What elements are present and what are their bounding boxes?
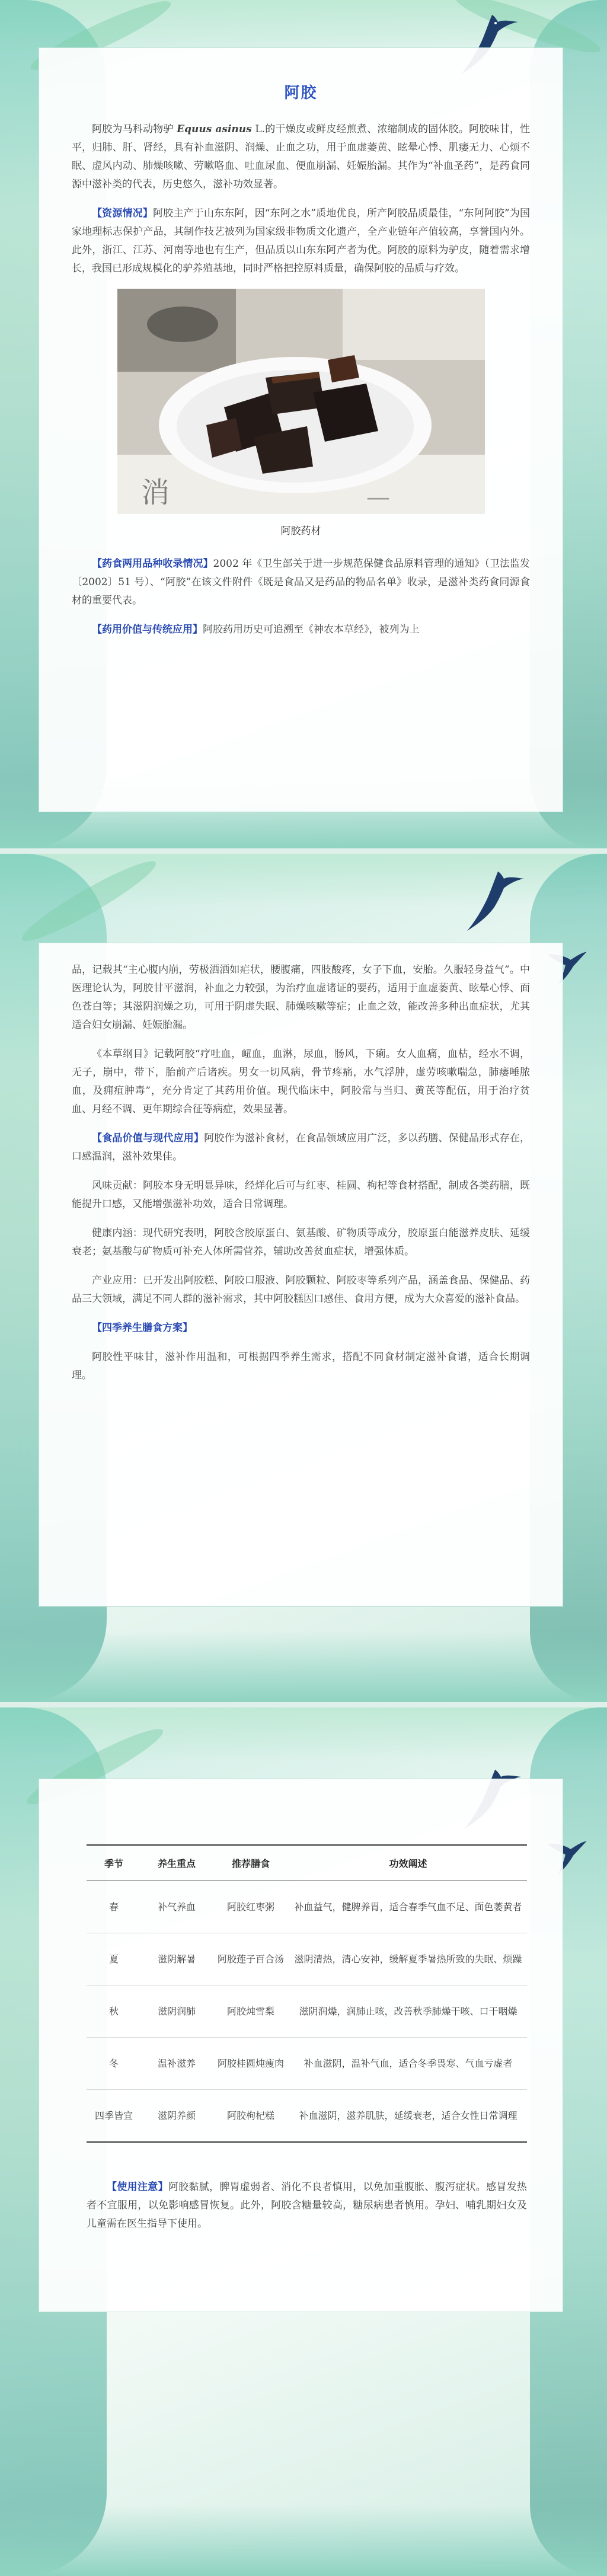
resource-label: 【资源情况】 — [92, 208, 153, 219]
table-row — [87, 1986, 527, 2038]
wave-bottom-decoration — [0, 1631, 607, 1702]
content-card — [39, 943, 563, 1607]
wave-bottom-decoration — [0, 2505, 607, 2576]
intro-paragraph — [72, 120, 530, 194]
page-1 — [0, 0, 607, 848]
industry-paragraph: 产业应用：已开发出阿胶糕、阿胶口服液、阿胶颗粒、阿胶枣等系列产品，涵盖食品、保健品、药品三大领域，满足不同人群的滋补需求，其中阿胶糕因口感佳、食用方便，成为大众喜爱的滋补食品。 — [72, 1275, 530, 1305]
table-cell: 春 — [87, 1881, 141, 1933]
page-2 — [0, 854, 607, 1702]
table-cell: 滋阴清热，清心安神，缓解夏季暑热所致的失眠、烦躁 — [289, 1933, 527, 1986]
table-cell: 滋阴养颜 — [141, 2090, 212, 2142]
svg-text:—: — — [366, 484, 390, 511]
page-title: 阿胶 — [284, 84, 318, 102]
table-cell: 四季皆宜 — [87, 2090, 141, 2142]
table-cell: 冬 — [87, 2038, 141, 2090]
table-row — [87, 1933, 527, 1986]
caution-label: 【使用注意】 — [107, 2181, 168, 2193]
season-label-line — [72, 1319, 530, 1338]
table-cell: 阿胶莲子百合汤 — [212, 1933, 289, 1986]
food-text: 阿胶作为滋补食材，在食品领域应用广泛，多以药膳、保健品形式存在，口感温润，滋补效果佳。 — [72, 1132, 531, 1163]
column-header: 功效阐述 — [289, 1845, 527, 1881]
table-cell: 阿胶炖雪梨 — [212, 1986, 289, 2038]
table-cell: 补气养血 — [141, 1881, 212, 1933]
caution-text: 阿胶黏腻，脾胃虚弱者、消化不良者慎用，以免加重腹胀、腹泻症状。感冒发热者不宜服用，以免影响感冒恢复。此外，阿胶含糖量较高，糖尿病患者慎用。孕妇、哺乳期妇女及儿童需在医生指导下使用。 — [87, 2181, 528, 2230]
flavor-paragraph: 风味贡献：阿胶本身无明显异味，经烊化后可与红枣、桂圆、枸杞等食材搭配，制成各类药膳，既能提升口感，又能增强滋补功效，适合日常调理。 — [72, 1180, 530, 1210]
content-card — [39, 1779, 563, 2312]
season-label: 【四季养生膳食方案】 — [92, 1322, 193, 1334]
resource-text: 阿胶主产于山东东阿，因“东阿之水”质地优良，所产阿胶品质最佳，“东阿阿胶”为国家地理标志保护产品，其制作技艺被列为国家级非物质文化遗产，全产业链年产值较高，享誉国内外。此外，浙江、江苏、河南等地也有生产，但品质以山东东阿产者为优。阿胶的原料为驴皮，随着需求增长，我国已形成规模化的驴养殖基地，同时严格把控原料质量，确保阿胶的品质与疗效。 — [72, 208, 531, 274]
catalog-label: 【药食两用品种收录情况】 — [92, 558, 213, 570]
caution-paragraph — [87, 2178, 527, 2233]
table-cell: 秋 — [87, 1986, 141, 2038]
intro-text: 阿胶为马科动物驴 — [92, 123, 177, 135]
table-cell: 补血滋阴，温补气血，适合冬季畏寒、气血亏虚者 — [289, 2038, 527, 2090]
usage-continued-paragraph: 品，记载其“主心腹内崩，劳极洒洒如疟状，腰腹痛，四肢酸疼，女子下血，安胎。久服轻身益气”。中医理论认为，阿胶甘平滋润，补血之力较强，为治疗血虚诸证的要药，适用于血虚萎黄、眩晕心悸、面色苍白等；其滋阴润燥之功，可用于阴虚失眠、肺燥咳嗽等症；止血之效，能改善多种出血症状，尤其适合妇女崩漏、妊娠胎漏。 — [72, 964, 530, 1031]
table-header-row — [87, 1845, 527, 1881]
ejiao-photo-drawing — [117, 289, 485, 514]
page-3 — [0, 1707, 607, 2576]
table-row — [87, 1881, 527, 1933]
catalog-text: 2002 年《卫生部关于进一步规范保健食品原料管理的通知》（卫法监发〔2002〕51 号）、“阿胶”在该文件附件《既是食品又是药品的物品名单》收录，是滋补类药食同源食材的重要代表。 — [72, 558, 531, 607]
table-row — [87, 2038, 527, 2090]
content-card — [39, 47, 563, 812]
table-cell: 滋阴解暑 — [141, 1933, 212, 1986]
column-header: 推荐膳食 — [212, 1845, 289, 1881]
usage-label: 【药用价值与传统应用】 — [92, 624, 203, 636]
table-cell: 阿胶红枣粥 — [212, 1881, 289, 1933]
column-header: 季节 — [87, 1845, 141, 1881]
table-cell: 滋阴润肺 — [141, 1986, 212, 2038]
table-row — [87, 2090, 527, 2142]
compendium-paragraph: 《本草纲目》记载阿胶“疗吐血，衄血，血淋，尿血，肠风，下痢。女人血痛，血枯，经水不调，无子，崩中，带下，胎前产后诸疾。男女一切风病，骨节疼痛，水气浮肿，虚劳咳嗽喘急，肺痿唾脓血，及痈疽肿毒”，充分肯定了其药用价值。现代临床中，阿胶常与当归、黄芪等配伍，用于治疗贫血、月经不调、更年期综合征等病症，效果显著。 — [72, 1048, 530, 1115]
food-paragraph — [72, 1129, 530, 1166]
latin-name: Equus asinus — [177, 123, 252, 135]
resource-paragraph — [72, 205, 530, 278]
table-cell: 滋阴润燥，润肺止咳，改善秋季肺燥干咳、口干咽燥 — [289, 1986, 527, 2038]
catalog-paragraph — [72, 555, 530, 610]
food-label: 【食品价值与现代应用】 — [92, 1132, 205, 1144]
svg-text:消: 消 — [140, 476, 170, 509]
table-cell: 阿胶枸杞糕 — [212, 2090, 289, 2142]
intro-text-continued: L.的干燥皮或鲜皮经煎煮、浓缩制成的固体胶。阿胶味甘，性平，归肺、肝、肾经，具有补血滋阴、润燥、止血之功，用于血虚萎黄、眩晕心悸、肌痿无力、心烦不眠、虚风内动、肺燥咳嗽、劳嗽咯血、吐血尿血、便血崩漏、妊娠胎漏。其作为“补血圣药”，是药食同源中滋补类的代表，历史悠久，滋补功效显著。 — [72, 123, 531, 190]
table-cell: 补血滋阴，滋养肌肤，延缓衰老，适合女性日常调理 — [289, 2090, 527, 2142]
table-cell: 夏 — [87, 1933, 141, 1986]
usage-paragraph — [72, 621, 530, 639]
photo-caption: 阿胶药材 — [280, 525, 321, 537]
ejiao-photo — [117, 289, 485, 514]
swallow-icon — [462, 866, 528, 937]
usage-text: 阿胶药用历史可追溯至《神农本草经》，被列为上 — [203, 624, 420, 636]
table-cell: 阿胶桂圆炖瘦肉 — [212, 2038, 289, 2090]
table-cell: 温补滋养 — [141, 2038, 212, 2090]
season-diet-table — [87, 1844, 527, 2143]
health-paragraph: 健康内涵：现代研究表明，阿胶含胶原蛋白、氨基酸、矿物质等成分，胶原蛋白能滋养皮肤、延缓衰老；氨基酸与矿物质可补充人体所需营养，辅助改善贫血症状，增强体质。 — [72, 1227, 530, 1257]
season-paragraph: 阿胶性平味甘，滋补作用温和，可根据四季养生需求，搭配不同食材制定滋补食谱，适合长期调理。 — [72, 1351, 530, 1381]
column-header: 养生重点 — [141, 1845, 212, 1881]
table-cell: 补血益气，健脾养胃，适合春季气血不足、面色萎黄者 — [289, 1881, 527, 1933]
